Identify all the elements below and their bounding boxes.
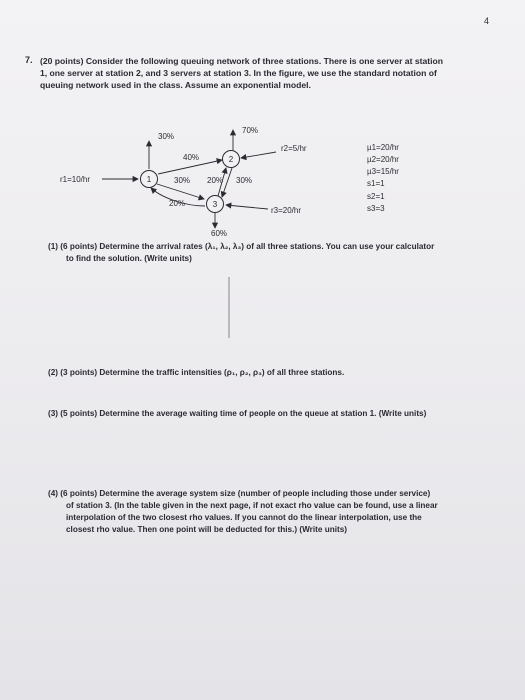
pct-s2-out: 70% — [242, 126, 259, 135]
part-3-line: (3) (5 points) Determine the average waiting time of people on the queue at station 1. (Write units) — [48, 409, 427, 418]
pct-s1-to-s3: 30% — [174, 176, 191, 185]
pct-s1-out: 30% — [158, 132, 175, 141]
param-mu3: µ3=15/hr — [367, 167, 399, 176]
param-s1: s1=1 — [367, 179, 385, 188]
part-2-line: (2) (3 points) Determine the traffic intensities (ρ₁, ρ₂, ρ₃) of all three stations. — [48, 368, 345, 377]
page-number: 4 — [484, 16, 490, 26]
label-r1: r1=10/hr — [60, 175, 91, 184]
station-2-label: 2 — [228, 155, 234, 164]
label-r3: r3=20/hr — [271, 206, 302, 215]
part-4-line: of station 3. (In the table given in the next page, if not exact rho value can be found, use a linear — [66, 501, 438, 510]
pct-s3-out: 60% — [211, 229, 228, 238]
part-1-line: (1) (6 points) Determine the arrival rates (λ₁, λ₂, λ₃) of all three stations. You can use your calculator — [48, 242, 435, 251]
pct-s3-to-s1: 20% — [169, 199, 186, 208]
part-3 — [48, 408, 426, 420]
arrow-r3 — [226, 205, 268, 209]
part-4-line: (4) (6 points) Determine the average system size (number of people including those under service) — [48, 489, 431, 498]
intro-line: (20 points) Consider the following queuing network of three stations. There is one server at station — [40, 56, 444, 66]
part-1-line: to find the solution. (Write units) — [66, 254, 192, 263]
arrow-s2-to-s3 — [222, 168, 232, 197]
pct-s3-to-s2: 20% — [207, 176, 224, 185]
intro-line: queuing network used in the class. Assume an exponential model. — [40, 80, 311, 90]
arrow-r2 — [241, 152, 276, 158]
pct-s2-to-s3: 30% — [236, 176, 253, 185]
station-3-label: 3 — [212, 200, 218, 209]
param-s2: s2=1 — [367, 192, 385, 201]
param-s3: s3=3 — [367, 204, 385, 213]
param-mu1: µ1=20/hr — [367, 143, 399, 152]
intro-line: 1, one server at station 2, and 3 servers at station 3. In the figure, we use the standard notation of — [40, 68, 437, 78]
pct-s1-to-s2: 40% — [183, 153, 200, 162]
part-2 — [48, 367, 344, 379]
part-4-line: closest rho value. Then one point will be deducted for this.) (Write units) — [66, 525, 347, 534]
part-4-line: interpolation of the two closest rho values. If you cannot do the linear interpolation, use the — [66, 513, 422, 522]
part-4 — [48, 488, 438, 536]
question-number: 7. — [25, 55, 33, 65]
arrow-s1-to-s2 — [158, 160, 222, 174]
part-1 — [48, 241, 434, 265]
param-mu2: µ2=20/hr — [367, 155, 399, 164]
label-r2: r2=5/hr — [281, 144, 307, 153]
station-1-label: 1 — [146, 175, 152, 184]
